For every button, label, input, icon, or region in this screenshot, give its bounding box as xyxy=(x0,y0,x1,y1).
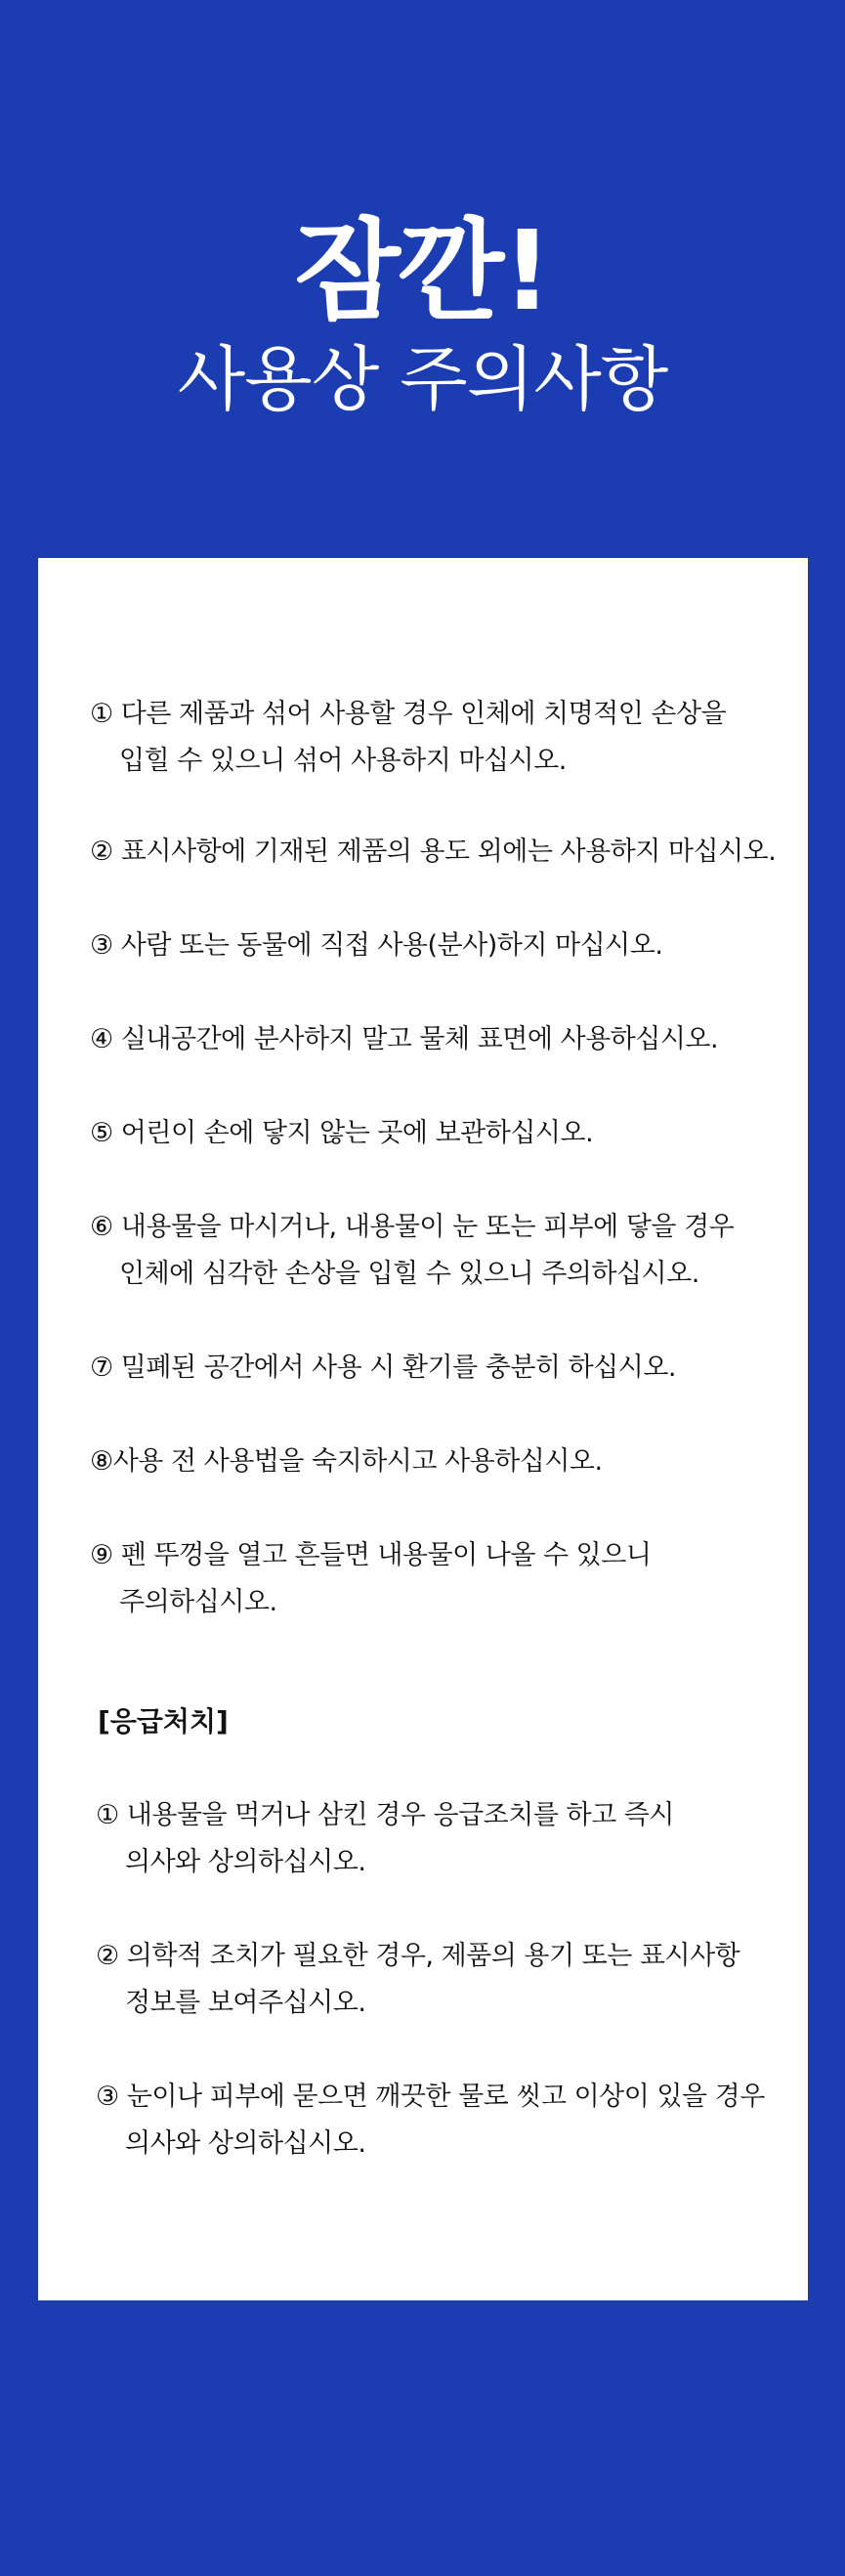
header xyxy=(0,0,845,558)
precaution-item-3 xyxy=(90,923,803,969)
precaution-line: ④ 실내공간에 분사하지 말고 물체 표면에 사용하십시오. xyxy=(90,1024,719,1054)
precaution-item-5 xyxy=(90,1110,803,1157)
first-aid-line-cont: 정보를 보여주십시오. xyxy=(125,1988,366,2018)
precaution-item-9 xyxy=(90,1532,803,1626)
precaution-item-1 xyxy=(90,691,803,785)
precaution-line: ① 다른 제품과 섞어 사용할 경우 인체에 치명적인 손상을 xyxy=(90,699,727,729)
first-aid-heading: [응급처치] xyxy=(98,1705,229,1738)
precaution-line-cont: 입힐 수 있으니 섞어 사용하지 마십시오. xyxy=(119,746,567,776)
precaution-line: ⑦ 밀폐된 공간에서 사용 시 환기를 충분히 하십시오. xyxy=(90,1352,677,1383)
first-aid-line-cont: 의사와 상의하십시오. xyxy=(125,2128,366,2159)
precaution-line: ③ 사람 또는 동물에 직접 사용(분사)하지 마십시오. xyxy=(90,930,663,961)
first-aid-line: ② 의학적 조치가 필요한 경우, 제품의 용기 또는 표시사항 xyxy=(96,1941,740,1971)
precaution-line: ② 표시사항에 기재된 제품의 용도 외에는 사용하지 마십시오. xyxy=(90,837,777,867)
first-aid-item-2 xyxy=(96,1933,809,2027)
precaution-item-7 xyxy=(90,1345,803,1392)
first-aid-item-1 xyxy=(96,1792,809,1886)
precaution-item-6 xyxy=(90,1204,803,1298)
precautions-card xyxy=(38,558,808,2300)
precaution-item-2 xyxy=(90,829,803,876)
precaution-line: ⑥ 내용물을 마시거나, 내용물이 눈 또는 피부에 닿을 경우 xyxy=(90,1212,735,1242)
first-aid-line: ① 내용물을 먹거나 삼킨 경우 응급조치를 하고 즉시 xyxy=(96,1800,674,1830)
page-title: 잠깐! xyxy=(294,208,551,335)
precaution-line: ⑧사용 전 사용법을 숙지하시고 사용하십시오. xyxy=(90,1446,603,1477)
precaution-line: ⑨ 펜 뚜껑을 열고 흔들면 내용물이 나올 수 있으니 xyxy=(90,1540,652,1570)
first-aid-line: ③ 눈이나 피부에 묻으면 깨끗한 물로 씻고 이상이 있을 경우 xyxy=(96,2082,765,2112)
page-subtitle: 사용상 주의사항 xyxy=(177,338,668,420)
precaution-line-cont: 주의하십시오. xyxy=(119,1587,277,1617)
precaution-line-cont: 인체에 심각한 손상을 입힐 수 있으니 주의하십시오. xyxy=(119,1259,699,1289)
precaution-item-8 xyxy=(90,1438,803,1485)
first-aid-line-cont: 의사와 상의하십시오. xyxy=(125,1847,366,1877)
first-aid-item-3 xyxy=(96,2074,809,2168)
precaution-item-4 xyxy=(90,1016,803,1063)
precaution-line: ⑤ 어린이 손에 닿지 않는 곳에 보관하십시오. xyxy=(90,1118,594,1148)
